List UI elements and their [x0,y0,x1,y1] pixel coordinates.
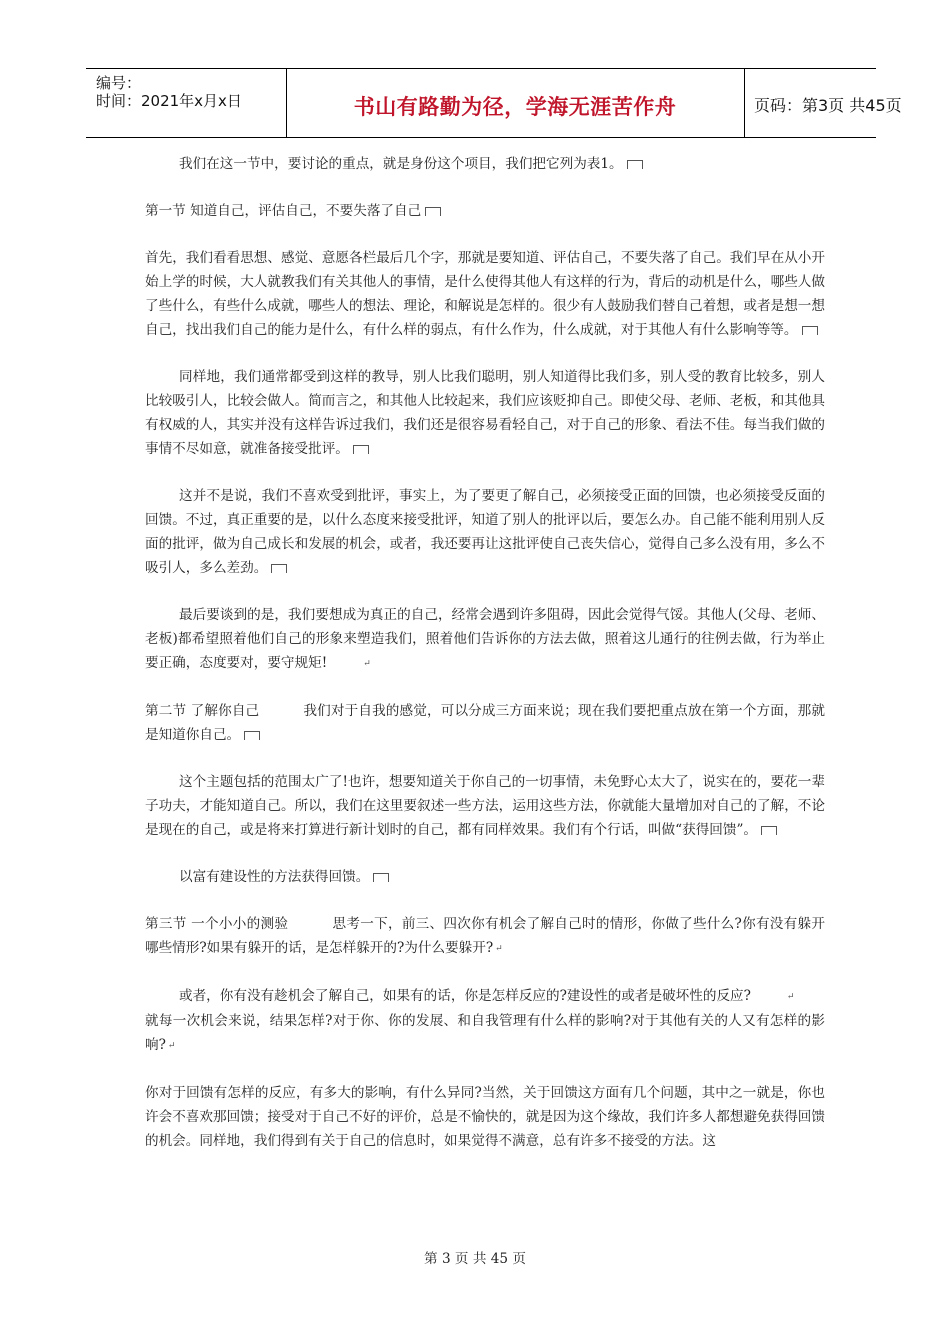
number-label: 编号： [96,74,142,92]
line-break-icon: ↵ [167,1041,176,1051]
line-break-icon: ↵ [495,944,503,954]
paragraph: 以富有建设性的方法获得回馈。 [145,865,825,889]
paragraph: 你对于回馈有怎样的反应，有多大的影响，有什么异同?当然，关于回馈这方面有几个问题，其中之一就是，你也许会不喜欢那回馈；接受对于自己不好的评价，总是不愉快的，就是因为这个缘故，我们许多人都想避免获得回馈的机会。同样地，我们得到有关于自己的信息时，如果觉得不满意，总有许多不接受的方法。这 [145,1085,825,1149]
paragraph: 同样地，我们通常都受到这样的教导，别人比我们聪明，别人知道得比我们多，别人受的教育比较多，别人比较吸引人，比较会做人。简而言之，和其他人比较起来，我们应该贬抑自己。即使父母、老师、老板，和其他具有权威的人，其实并没有这样告诉过我们，我们还是很容易看轻自己，对于自己的形象、看法不佳。每当我们做的事情不尽如意，就准备接受批评。 [145,369,825,457]
line-break-icon: ↵ [786,992,795,1002]
page-label: 页码：第3页 共45页 [754,96,902,115]
paragraph-mark-icon [627,160,643,169]
paragraph-mark-icon [244,731,260,740]
time-label: 时间：2021年x月x日 [96,92,242,110]
section-paragraph: 第二节 了解你自己 我们对于自我的感觉，可以分成三方面来说；现在我们要把重点放在第一个方面，那就是知道你自己。 [145,703,825,743]
paragraph: 我们在这一节中，要讨论的重点，就是身份这个项目，我们把它列为表1。 [145,152,825,176]
section-heading: 第三节 一个小小的测验 [145,916,289,932]
section-heading: 第二节 了解你自己 [145,703,260,719]
section-heading: 第一节 知道自己，评估自己，不要失落了自己 [145,199,825,223]
header-table [86,68,902,138]
section-paragraph: 第三节 一个小小的测验 思考一下，前三、四次你有机会了解自己时的情形，你做了些什么?你有没有躲开哪些情形?如果有躲开的话，是怎样躲开的?为什么要躲开? ↵ [145,912,825,961]
header-info-cell [86,69,287,137]
paragraph: 就每一次机会来说，结果怎样?对于你、你的发展、和自我管理有什么样的影响?对于其他有关的人又有怎样的影响? ↵ [145,1009,825,1058]
paragraph: 首先，我们看看思想、感觉、意愿各栏最后几个字，那就是要知道、评估自己，不要失落了自己。我们早在从小开始上学的时候，大人就教我们有关其他人的事情，是什么使得其他人有这样的行为，背后的动机是什么，哪些人做了些什么，有些什么成就，哪些人的想法、理论，和解说是怎样的。很少有人鼓励我们替自己着想，或者是想一想自己，找出我们自己的能力是什么，有什么样的弱点，有什么作为，什么成就，对于其他人有什么影响等等。 [145,250,825,338]
motto: 书山有路勤为径，学海无涯苦作舟 [353,95,677,119]
page-footer: 第 3 页 共 45 页 [424,1251,526,1267]
paragraph: 这并不是说，我们不喜欢受到批评，事实上，为了要更了解自己，必须接受正面的回馈，也必须接受反面的回馈。不过，真正重要的是，以什么态度来接受批评，知道了别人的批评以后，要怎么办。自己能不能利用别人反面的批评，做为自己成长和发展的机会，或者，我还要再让这批评使自己丧失信心，觉得自己多么没有用，多么不吸引人，多么差劲。 [145,488,825,576]
paragraph-mark-icon [802,326,818,335]
paragraph-mark-icon [761,826,777,835]
header-motto-cell [286,69,745,137]
header-page-cell [744,69,902,137]
paragraph-mark-icon [353,445,369,454]
paragraph-mark-icon [373,873,389,882]
paragraph: 或者，你有没有趁机会了解自己，如果有的话，你是怎样反应的?建设性的或者是破坏性的反应? ↵ [145,984,825,1009]
document-body [145,152,825,1176]
paragraph: 这个主题包括的范围太广了!也许，想要知道关于你自己的一切事情，未免野心太大了，说实在的，要花一辈子功夫，才能知道自己。所以，我们在这里要叙述一些方法，运用这些方法，你就能大量增加对自己的了解，不论是现在的自己，或是将来打算进行新计划时的自己，都有同样效果。我们有个行话，叫做“获得回馈”。 [145,774,825,838]
paragraph-mark-icon [425,207,441,216]
paragraph-mark-icon [271,564,287,573]
line-break-icon: ↵ [363,659,371,669]
paragraph: 最后要谈到的是，我们要想成为真正的自己，经常会遇到许多阻碍，因此会觉得气馁。其他人(父母、老师、老板)都希望照着他们自己的形象来塑造我们，照着他们告诉你的方法去做，照着这儿通行的往例去做，行为举止要正确，态度要对，要守规矩! ↵ [145,603,825,676]
